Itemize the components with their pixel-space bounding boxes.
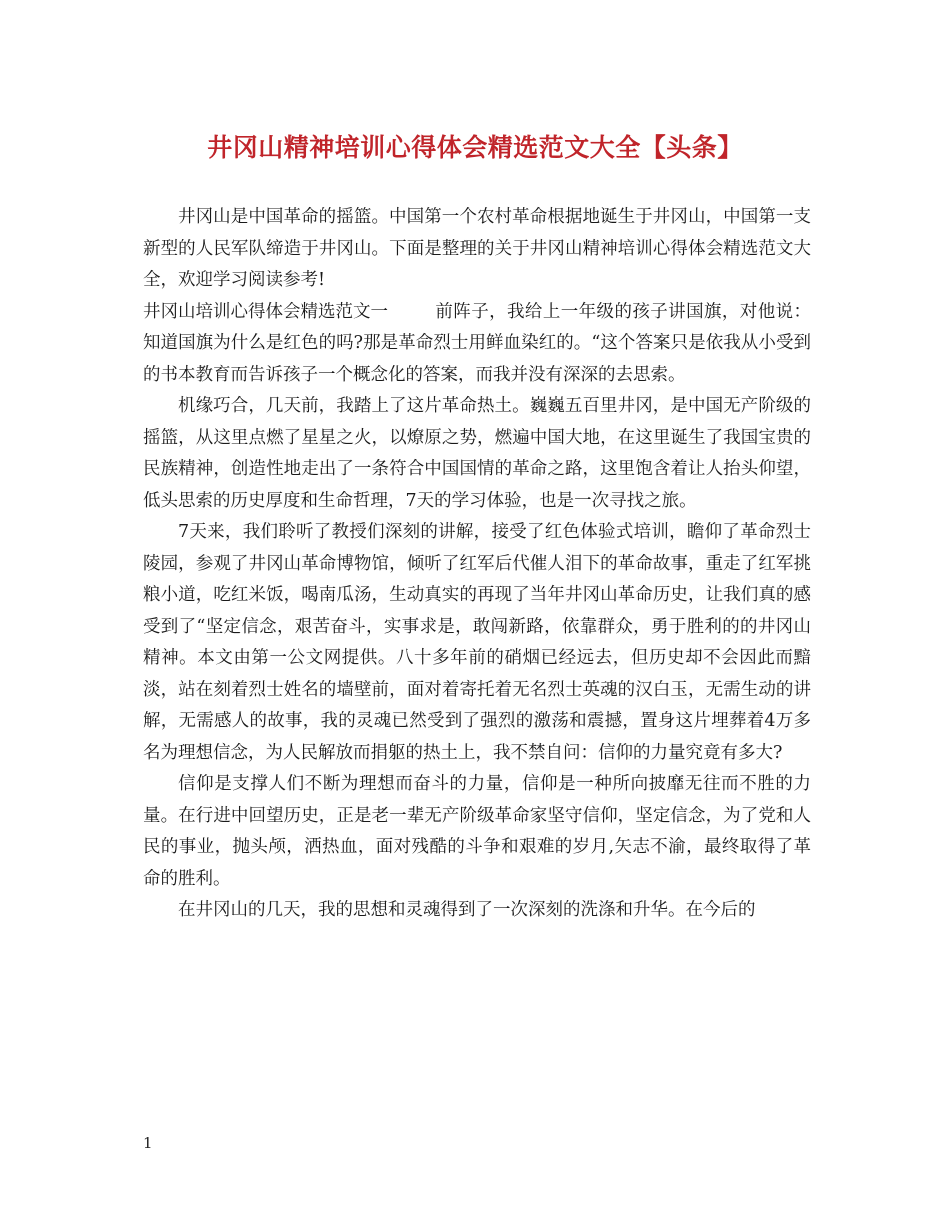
document-title: 井冈山精神培训心得体会精选范文大全【头条】 (207, 133, 743, 162)
intro-paragraph: 井冈山是中国革命的摇篮。中国第一个农村革命根据地诞生于井冈山，中国第一支新型的人民军队缔造于井冈山。下面是整理的关于井冈山精神培训心得体会精选范文大全，欢迎学习阅读参考! (143, 207, 811, 290)
section-first-paragraph (143, 297, 811, 392)
section-heading: 井冈山培训心得体会精选范文一 (143, 301, 388, 322)
body-paragraph: 在井冈山的几天，我的思想和灵魂得到了一次深刻的洗涤和升华。在今后的 (178, 900, 756, 920)
page-number: 1 (143, 1134, 153, 1152)
body-paragraph: 机缘巧合，几天前，我踏上了这片革命热土。巍巍五百里井冈，是中国无产阶级的摇篮，从这里点燃了星星之火，以燎原之势，燃遍中国大地，在这里诞生了我国宝贵的民族精神，创造性地走出了一条符合中国国情的革命之路，这里饱含着让人抬头仰望，低头思索的历史厚度和生命哲理，7天的学习体验，也是一次寻找之旅。 (143, 396, 811, 511)
document-body (143, 202, 811, 927)
body-paragraph: 信仰是支撑人们不断为理想而奋斗的力量，信仰是一种所向披靡无往而不胜的力量。在行进中回望历史，正是老一辈无产阶级革命家坚守信仰，坚定信念，为了党和人民的事业，抛头颅，洒热血，面对残酷的斗争和艰难的岁月,矢志不渝，最终取得了革命的胜利。 (143, 774, 811, 889)
body-paragraph: 7天来，我们聆听了教授们深刻的讲解，接受了红色体验式培训，瞻仰了革命烈士陵园，参观了井冈山革命博物馆，倾听了红军后代催人泪下的革命故事，重走了红军挑粮小道，吃红米饭，喝南瓜汤，生动真实的再现了当年井冈山革命历史，让我们真的感受到了“坚定信念，艰苦奋斗，实事求是，敢闯新路，依靠群众，勇于胜利的的井冈山精神。本文由第一公文网提供。八十多年前的硝烟已经远去，但历史却不会因此而黯淡，站在刻着烈士姓名的墙壁前，面对着寄托着无名烈士英魂的汉白玉，无需生动的讲解，无需感人的故事，我的灵魂已然受到了强烈的激荡和震撼，置身这片埋葬着4万多名为理想信念，为人民解放而捐躯的热土上，我不禁自问：信仰的力量究竟有多大? (143, 522, 811, 763)
section-opening-text: 前阵子，我给上一年级的孩子讲国旗，对他说：知道国旗为什么是红色的吗?那是革命烈士用鲜血染红的。“这个答案只是依我从小受到的书本教育而告诉孩子一个概念化的答案，而我并没有深深的去思索。 (143, 301, 811, 385)
